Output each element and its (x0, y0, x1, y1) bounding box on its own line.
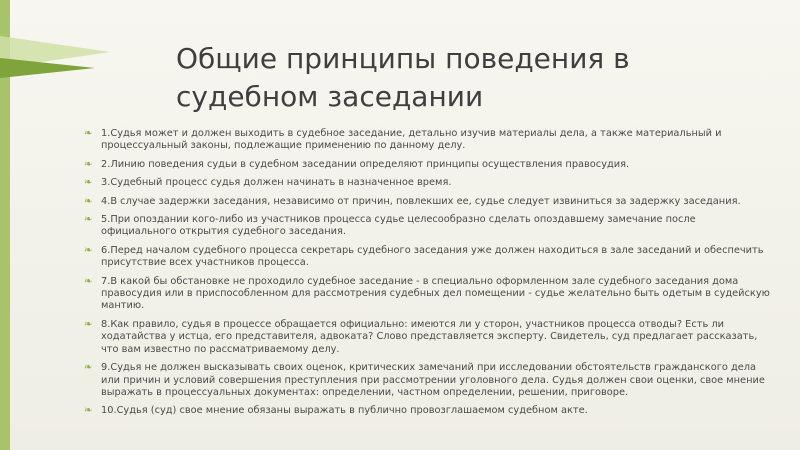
bullet-icon: ❧ (84, 128, 93, 139)
list-item-text: 7.В какой бы обстановке не проходило судебное заседание - в специально оформленном зале судебного заседания дома правосудия или в приспособленном для рассмотрения судебных дел помещении - судье желательно быть одетым в судейскую мантию. (101, 275, 770, 312)
list-item-6 (84, 245, 774, 270)
list-item-text: 2.Линию поведения судьи в судебном заседании определяют принципы осуществления правосудия. (101, 158, 630, 170)
slide-title (176, 40, 776, 116)
accent-triangle-dark (0, 58, 95, 78)
list-item-text: 5.При опоздании кого-либо из участников процесса судье целесообразно сделать опоздавшему замечание после официального открытия судебного заседания. (101, 214, 696, 238)
list-item-text: 4.В случае задержки заседания, независимо от причин, повлекших ее, судье следует извиниться за задержку заседания. (101, 195, 741, 207)
list-item-1 (84, 128, 774, 153)
bullet-icon: ❧ (84, 362, 93, 374)
bullet-icon: ❧ (84, 214, 93, 226)
slide-title-line-1: Общие принципы поведения в (176, 42, 630, 75)
list-item-text: 8.Как правило, судья в процессе обращается официально: имеются ли у сторон, участников процесса отводы? Есть ли ходатайства у истца, его представителя, адвоката? Слово представляется эксперту. Свидетель, суд предлагает рассказать, что вам известно по рассматриваемому делу. (101, 318, 758, 355)
list-item-5 (84, 214, 774, 239)
bullet-icon: ❧ (84, 318, 93, 330)
list-item-text: 9.Судья не должен высказывать своих оценок, критических замечаний при исследовании обстоятельств гражданского дела или причин и условий совершения преступления при рассмотрении уголовного дела. Судья должен свои оценки, свое мнение выражать в процессуальных документах: определении, частном определении, решении, приговоре. (101, 362, 765, 398)
list-item-2 (84, 159, 774, 171)
slide-title-line-2: судебном заседании (176, 80, 484, 113)
bullet-icon: ❧ (84, 195, 93, 207)
list-item-text: 10.Судья (суд) свое мнение обязаны выражать в публично провозглашаемом судебном акте. (101, 405, 588, 417)
bullet-icon: ❧ (84, 405, 93, 417)
bullet-icon: ❧ (84, 275, 93, 287)
list-item-text: 6.Перед началом судебного процесса секретарь судебного заседания уже должен находиться в зале заседаний и обеспечить присутствие всех участников процесса. (101, 244, 764, 269)
list-item-text: 1.Судья может и должен выходить в судебное заседание, детально изучив материалы дела, а также материальный и процессуальный законы, подлежащие применению по данному делу. (101, 128, 722, 152)
list-item-10 (84, 405, 774, 417)
content-list (84, 128, 774, 424)
list-item-text: 3.Судебный процесс судья должен начинать в назначенное время. (101, 177, 452, 189)
list-item-4 (84, 196, 774, 208)
list-item-9 (84, 362, 774, 399)
bullet-icon: ❧ (84, 177, 93, 189)
bullet-icon: ❧ (84, 244, 93, 256)
list-item-3 (84, 177, 774, 189)
list-item-8 (84, 319, 774, 356)
bullet-icon: ❧ (84, 158, 93, 170)
list-item-7 (84, 276, 774, 313)
